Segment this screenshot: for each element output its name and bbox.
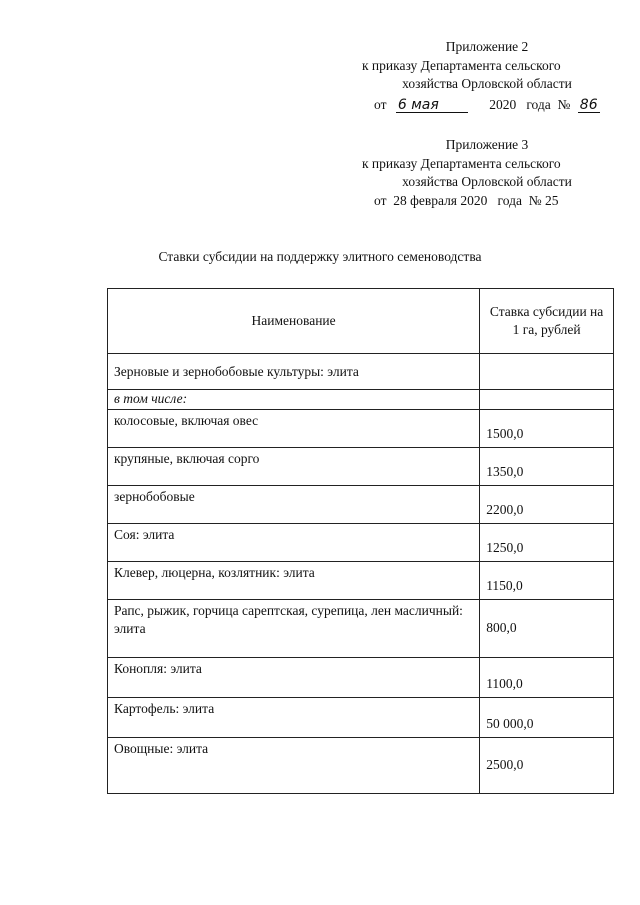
appendix-2-date bbox=[362, 96, 612, 115]
row-rate: 1100,0 bbox=[480, 658, 614, 698]
header-name: Наименование bbox=[108, 289, 480, 354]
appendix-2-title: Приложение 2 bbox=[445, 39, 529, 54]
appendix-2-line1: к приказу Департамента сельского bbox=[362, 57, 561, 73]
appendix-3-header bbox=[362, 136, 612, 210]
row-rate bbox=[480, 354, 614, 390]
table-row bbox=[108, 738, 614, 794]
appendix-2-header bbox=[362, 38, 612, 114]
row-name: Рапс, рыжик, горчица сарептская, сурепица, лен масличный: элита bbox=[108, 600, 480, 658]
date-prefix: от bbox=[374, 96, 387, 112]
row-name: крупяные, включая сорго bbox=[108, 448, 480, 486]
row-rate: 1250,0 bbox=[480, 524, 614, 562]
row-name: Соя: элита bbox=[108, 524, 480, 562]
table-row bbox=[108, 658, 614, 698]
row-rate: 1150,0 bbox=[480, 562, 614, 600]
row-rate: 2500,0 bbox=[480, 738, 614, 794]
appendix-2-line2: хозяйства Орловской области bbox=[402, 76, 572, 91]
table-row bbox=[108, 562, 614, 600]
row-name: Картофель: элита bbox=[108, 698, 480, 738]
table-row bbox=[108, 600, 614, 658]
handwritten-date: 6 мая bbox=[396, 98, 468, 113]
appendix-3-title: Приложение 3 bbox=[445, 137, 529, 152]
row-rate: 50 000,0 bbox=[480, 698, 614, 738]
row-name: Зерновые и зернобобовые культуры: элита bbox=[108, 354, 480, 390]
row-rate: 800,0 bbox=[480, 600, 614, 658]
row-name: в том числе: bbox=[108, 390, 480, 410]
table-row bbox=[108, 410, 614, 448]
row-rate: 2200,0 bbox=[480, 486, 614, 524]
header-rate: Ставка субсидии на 1 га, рублей bbox=[480, 289, 614, 354]
row-name: Клевер, люцерна, козлятник: элита bbox=[108, 562, 480, 600]
row-name: зернобобовые bbox=[108, 486, 480, 524]
appendix-3-line2: хозяйства Орловской области bbox=[402, 174, 572, 189]
date-year: 2020 года № bbox=[489, 96, 571, 112]
document-title: Ставки субсидии на поддержку элитного семеноводства bbox=[158, 249, 482, 264]
table-row bbox=[108, 448, 614, 486]
row-name: Конопля: элита bbox=[108, 658, 480, 698]
row-name: колосовые, включая овес bbox=[108, 410, 480, 448]
row-rate: 1350,0 bbox=[480, 448, 614, 486]
row-name: Овощные: элита bbox=[108, 738, 480, 794]
row-rate bbox=[480, 390, 614, 410]
subsidy-rates-table bbox=[107, 288, 614, 794]
table-row bbox=[108, 354, 614, 390]
table-row bbox=[108, 524, 614, 562]
table-header-row bbox=[108, 289, 614, 354]
appendix-3-line1: к приказу Департамента сельского bbox=[362, 155, 561, 171]
table-row bbox=[108, 486, 614, 524]
table-row bbox=[108, 390, 614, 410]
appendix-3-line3: от 28 февраля 2020 года № 25 bbox=[374, 192, 559, 208]
handwritten-number: 86 bbox=[579, 96, 598, 113]
table-row bbox=[108, 698, 614, 738]
row-rate: 1500,0 bbox=[480, 410, 614, 448]
